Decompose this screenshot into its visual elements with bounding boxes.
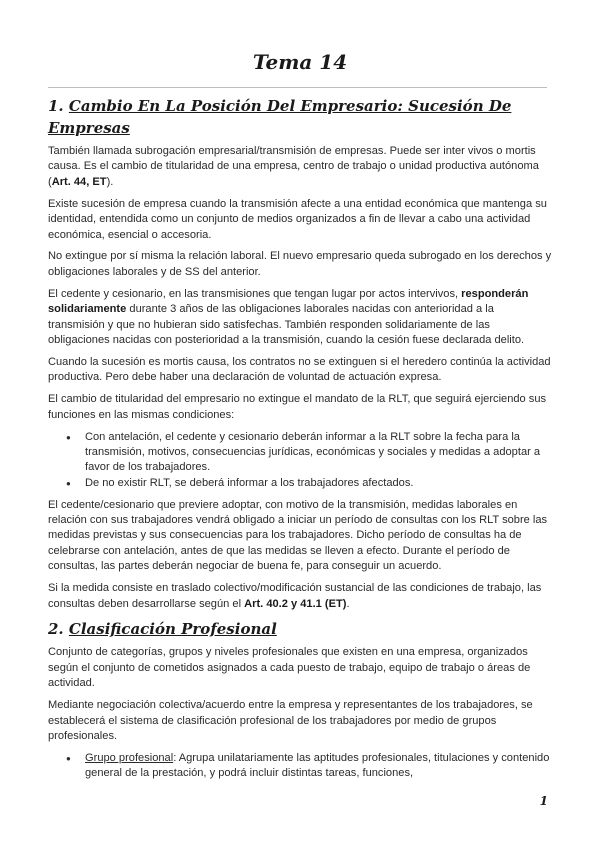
list-item: ● Con antelación, el cedente y cesionario deberán informar a la RLT sobre la fecha para la transmisión, motivos, consecuencias jurídicas, económicas y sociales y medidas a adoptar a favor de los trabajadores. (85, 430, 553, 476)
paragraph: También llamada subrogación empresarial/transmisión de empresas. Puede ser inter vivos o mortis causa. Es el cambio de titularidad de una empresa, centro de trabajo o unidad productiva autónoma (Art. 44, ET). (48, 145, 539, 188)
emphasis: responderán solidariamente (48, 287, 529, 316)
term: Grupo profesional (85, 751, 174, 764)
paragraph: Si la medida consiste en traslado colectivo/modificación sustancial de las condiciones de trabajo, las consultas deben desarrollarse según el Art. 40.2 y 41.1 (ET). (48, 582, 542, 610)
paragraph: Cuando la sucesión es mortis causa, los contratos no se extinguen si el heredero continúa la actividad productiva. Pero debe haber una declaración de voluntad de actuación expresa. (48, 355, 551, 384)
paragraph: Mediante negociación colectiva/acuerdo entre la empresa y representantes de los trabajadores, se establecerá el sistema de clasificación profesional de los trabajadores por medio de grupos profesionales. (48, 699, 533, 742)
section-2-heading (48, 618, 553, 640)
page-title: Tema 14 (252, 50, 348, 74)
paragraph: El cedente/cesionario que previere adoptar, con motivo de la transmisión, medidas laborales en relación con sus trabajadores vendrá obligado a iniciar un período de consultas con los RLT sobre las medidas previstas y sus consecuencias para los trabajadores. Dicho período de consultas ha de celebrarse con antelación, antes de que las medidas se lleven a efecto. Durante el período de consultas, las partes deberán negociar de buena fe, para conseguir un acuerdo. (48, 498, 548, 573)
paragraph: No extingue por sí misma la relación laboral. El nuevo empresario queda subrogado en los derechos y obligaciones laborales y de SS del anterior. (48, 250, 552, 278)
bullet-list (48, 430, 553, 492)
bullet-list (48, 751, 553, 782)
section-1-number: 1. (48, 97, 64, 115)
list-item: ● Grupo profesional: Agrupa unilatariamente las aptitudes profesionales, titulaciones y contenido general de la prestación, y podrá incluir distintas tareas, funciones, (85, 751, 553, 782)
section-1-title: Cambio En La Posición Del Empresario: Sucesión De Empresas (48, 97, 512, 137)
paragraph: Existe sucesión de empresa cuando la transmisión afecte a una entidad económica que mantenga su identidad, entendida como un conjunto de medios organizados a fin de llevar a cabo una actividad económica, esencial o accesoria. (48, 197, 547, 241)
section-1-heading (48, 95, 553, 139)
law-reference: Art. 44, ET (51, 175, 107, 188)
section-2-title: Clasificación Profesional (68, 620, 277, 639)
list-item: ● De no existir RLT, se deberá informar a los trabajadores afectados. (85, 476, 553, 491)
paragraph: Conjunto de categorías, grupos y niveles profesionales que existen en una empresa, organizados según el conjunto de cometidos asignados a cada puesto de trabajo, equipo de trabajo o áreas de actividad. (48, 646, 531, 690)
law-reference: Art. 40.2 y 41.1 (ET) (244, 597, 347, 610)
paragraph: El cambio de titularidad del empresario no extingue el mandato de la RLT, que seguirá ejerciendo sus funciones en las mismas condiciones: (48, 393, 547, 421)
title-divider (48, 87, 547, 88)
paragraph: El cedente y cesionario, en las transmisiones que tengan lugar por actos intervivos, responderán solidariamente durante 3 años de las obligaciones laborales nacidas con anterioridad a la transmisión y que no hubieran sido satisfechas. También responden solidariamente de las obligaciones nacidas con posterioridad a la transmisión, cuando la cesión fuese declarada delito. (48, 287, 529, 346)
section-2-number: 2. (48, 620, 64, 639)
document-body (48, 95, 553, 788)
page-number: 1 (539, 794, 548, 808)
